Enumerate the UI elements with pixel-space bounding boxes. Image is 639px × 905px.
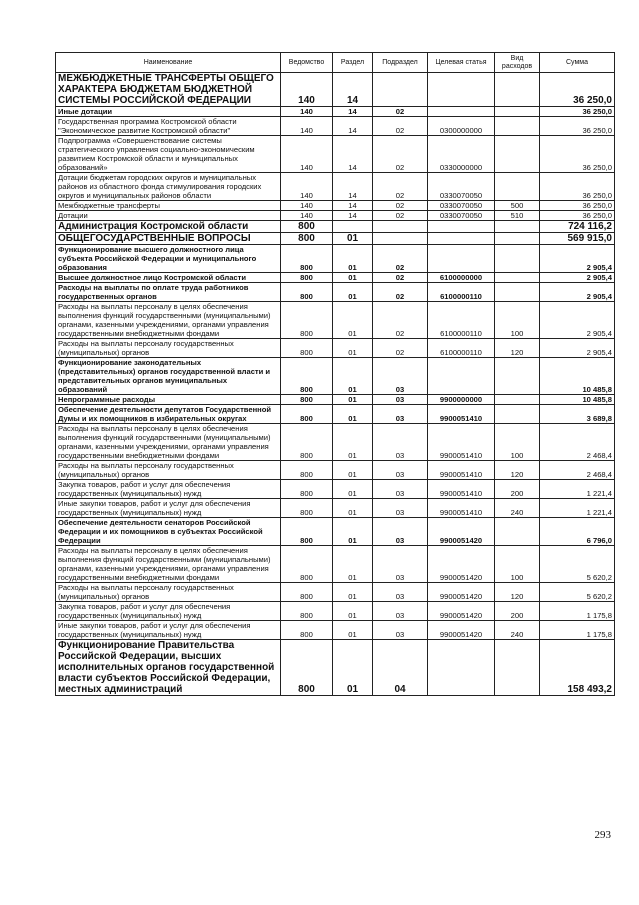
cell-kind: 120 bbox=[495, 461, 540, 480]
cell-dept: 800 bbox=[281, 621, 333, 640]
cell-section: 14 bbox=[333, 107, 373, 117]
cell-target: 9900051410 bbox=[428, 461, 495, 480]
cell-target: 0330000000 bbox=[428, 136, 495, 173]
cell-sum: 2 905,4 bbox=[540, 339, 615, 358]
cell-subsection: 02 bbox=[373, 283, 428, 302]
cell-dept: 140 bbox=[281, 211, 333, 221]
cell-section: 01 bbox=[333, 395, 373, 405]
cell-target: 9900051410 bbox=[428, 424, 495, 461]
cell-section: 14 bbox=[333, 201, 373, 211]
cell-subsection: 03 bbox=[373, 621, 428, 640]
cell-kind bbox=[495, 136, 540, 173]
cell-subsection: 03 bbox=[373, 546, 428, 583]
header-kind: Вид расходов bbox=[495, 53, 540, 73]
cell-dept: 800 bbox=[281, 424, 333, 461]
cell-dept: 140 bbox=[281, 201, 333, 211]
cell-kind bbox=[495, 221, 540, 233]
table-row bbox=[56, 546, 615, 583]
cell-target: 9900051420 bbox=[428, 546, 495, 583]
cell-sum: 36 250,0 bbox=[540, 107, 615, 117]
header-dept: Ведомство bbox=[281, 53, 333, 73]
cell-kind: 240 bbox=[495, 621, 540, 640]
cell-section: 01 bbox=[333, 546, 373, 583]
cell-name: Администрация Костромской области bbox=[56, 221, 281, 233]
table-row bbox=[56, 302, 615, 339]
cell-name: Расходы на выплаты персоналу в целях обеспечения выполнения функций государственными (муниципальными) органами, казенными учреждениями, органами управления государственными внебюджетными фондами bbox=[56, 302, 281, 339]
cell-sum: 5 620,2 bbox=[540, 546, 615, 583]
cell-section: 01 bbox=[333, 518, 373, 546]
cell-section bbox=[333, 221, 373, 233]
cell-kind: 200 bbox=[495, 480, 540, 499]
cell-target: 9900000000 bbox=[428, 395, 495, 405]
cell-sum: 1 175,8 bbox=[540, 602, 615, 621]
cell-dept: 140 bbox=[281, 117, 333, 136]
cell-target: 0330070050 bbox=[428, 201, 495, 211]
cell-dept: 800 bbox=[281, 461, 333, 480]
cell-name: Расходы на выплаты по оплате труда работников государственных органов bbox=[56, 283, 281, 302]
cell-subsection: 04 bbox=[373, 640, 428, 696]
cell-kind bbox=[495, 358, 540, 395]
cell-dept: 800 bbox=[281, 405, 333, 424]
cell-name: Межбюджетные трансферты bbox=[56, 201, 281, 211]
cell-kind bbox=[495, 273, 540, 283]
cell-name: Функционирование Правительства Российской Федерации, высших исполнительных органов государственной власти субъектов Российской Федерации, местных администраций bbox=[56, 640, 281, 696]
cell-section: 01 bbox=[333, 283, 373, 302]
cell-subsection: 02 bbox=[373, 273, 428, 283]
cell-target: 0300000000 bbox=[428, 117, 495, 136]
table-row bbox=[56, 173, 615, 201]
cell-dept: 800 bbox=[281, 640, 333, 696]
cell-kind: 100 bbox=[495, 424, 540, 461]
cell-subsection: 03 bbox=[373, 424, 428, 461]
cell-subsection bbox=[373, 233, 428, 245]
cell-dept: 800 bbox=[281, 602, 333, 621]
cell-section: 14 bbox=[333, 136, 373, 173]
cell-subsection: 03 bbox=[373, 461, 428, 480]
cell-sum: 36 250,0 bbox=[540, 117, 615, 136]
cell-name: Функционирование высшего должностного лица субъекта Российской Федерации и муниципального образования bbox=[56, 245, 281, 273]
cell-name: Дотации bbox=[56, 211, 281, 221]
cell-dept: 140 bbox=[281, 136, 333, 173]
cell-subsection: 02 bbox=[373, 173, 428, 201]
cell-kind bbox=[495, 405, 540, 424]
table-row bbox=[56, 499, 615, 518]
cell-subsection: 03 bbox=[373, 480, 428, 499]
cell-kind bbox=[495, 395, 540, 405]
cell-section: 01 bbox=[333, 424, 373, 461]
cell-name: Иные закупки товаров, работ и услуг для обеспечения государственных (муниципальных) нужд bbox=[56, 499, 281, 518]
table-row bbox=[56, 233, 615, 245]
cell-section: 01 bbox=[333, 621, 373, 640]
table-row bbox=[56, 117, 615, 136]
cell-target: 6100000110 bbox=[428, 339, 495, 358]
cell-name: Дотации бюджетам городских округов и муниципальных районов из областного фонда стимулирования городских округов и муниципальных районов области bbox=[56, 173, 281, 201]
cell-target: 9900051410 bbox=[428, 405, 495, 424]
table-row bbox=[56, 480, 615, 499]
cell-subsection: 03 bbox=[373, 499, 428, 518]
cell-subsection: 03 bbox=[373, 405, 428, 424]
cell-target: 6100000110 bbox=[428, 283, 495, 302]
cell-target bbox=[428, 233, 495, 245]
cell-section: 14 bbox=[333, 73, 373, 107]
cell-section: 01 bbox=[333, 461, 373, 480]
table-row bbox=[56, 211, 615, 221]
cell-name: Закупка товаров, работ и услуг для обеспечения государственных (муниципальных) нужд bbox=[56, 602, 281, 621]
table-row bbox=[56, 245, 615, 273]
cell-section: 01 bbox=[333, 302, 373, 339]
cell-target bbox=[428, 358, 495, 395]
page-number: 293 bbox=[594, 829, 611, 841]
cell-sum: 10 485,8 bbox=[540, 395, 615, 405]
cell-sum: 2 905,4 bbox=[540, 302, 615, 339]
cell-sum: 1 221,4 bbox=[540, 480, 615, 499]
cell-name: Закупка товаров, работ и услуг для обеспечения государственных (муниципальных) нужд bbox=[56, 480, 281, 499]
cell-name: Расходы на выплаты персоналу в целях обеспечения выполнения функций государственными (муниципальными) органами, казенными учреждениями, органами управления государственными внебюджетными фондами bbox=[56, 424, 281, 461]
cell-section: 01 bbox=[333, 480, 373, 499]
table-row bbox=[56, 221, 615, 233]
table-row bbox=[56, 583, 615, 602]
cell-subsection: 03 bbox=[373, 358, 428, 395]
cell-dept: 800 bbox=[281, 518, 333, 546]
cell-kind bbox=[495, 173, 540, 201]
cell-name: Расходы на выплаты персоналу в целях обеспечения выполнения функций государственными (муниципальными) органами, казенными учреждениями, органами управления государственными внебюджетными фондами bbox=[56, 546, 281, 583]
cell-sum: 569 915,0 bbox=[540, 233, 615, 245]
cell-subsection bbox=[373, 73, 428, 107]
cell-dept: 800 bbox=[281, 358, 333, 395]
cell-name: Высшее должностное лицо Костромской области bbox=[56, 273, 281, 283]
cell-sum: 1 175,8 bbox=[540, 621, 615, 640]
table-row bbox=[56, 273, 615, 283]
cell-sum: 36 250,0 bbox=[540, 201, 615, 211]
table-row bbox=[56, 602, 615, 621]
cell-kind: 100 bbox=[495, 546, 540, 583]
cell-name: Государственная программа Костромской области "Экономическое развитие Костромской области" bbox=[56, 117, 281, 136]
cell-dept: 140 bbox=[281, 107, 333, 117]
cell-sum: 5 620,2 bbox=[540, 583, 615, 602]
table-row bbox=[56, 395, 615, 405]
table-row bbox=[56, 136, 615, 173]
cell-target: 9900051420 bbox=[428, 518, 495, 546]
cell-name: Иные дотации bbox=[56, 107, 281, 117]
cell-subsection: 02 bbox=[373, 339, 428, 358]
table-row bbox=[56, 283, 615, 302]
cell-target: 0330070050 bbox=[428, 173, 495, 201]
cell-target: 0330070050 bbox=[428, 211, 495, 221]
table-row bbox=[56, 107, 615, 117]
cell-kind bbox=[495, 245, 540, 273]
header-sum: Сумма bbox=[540, 53, 615, 73]
cell-target: 9900051420 bbox=[428, 621, 495, 640]
cell-name: Расходы на выплаты персоналу государственных (муниципальных) органов bbox=[56, 339, 281, 358]
cell-dept: 800 bbox=[281, 221, 333, 233]
header-name: Наименование bbox=[56, 53, 281, 73]
cell-dept: 800 bbox=[281, 283, 333, 302]
cell-target: 6100000000 bbox=[428, 273, 495, 283]
cell-sum: 6 796,0 bbox=[540, 518, 615, 546]
cell-section: 14 bbox=[333, 117, 373, 136]
cell-sum: 36 250,0 bbox=[540, 73, 615, 107]
table-row bbox=[56, 201, 615, 211]
cell-subsection: 02 bbox=[373, 245, 428, 273]
cell-target: 9900051420 bbox=[428, 583, 495, 602]
cell-target: 6100000110 bbox=[428, 302, 495, 339]
cell-kind bbox=[495, 518, 540, 546]
header-section: Раздел bbox=[333, 53, 373, 73]
cell-dept: 800 bbox=[281, 302, 333, 339]
cell-kind: 120 bbox=[495, 339, 540, 358]
cell-kind bbox=[495, 233, 540, 245]
cell-section: 14 bbox=[333, 211, 373, 221]
cell-subsection: 02 bbox=[373, 117, 428, 136]
cell-kind: 100 bbox=[495, 302, 540, 339]
cell-sum: 2 905,4 bbox=[540, 283, 615, 302]
cell-target: 9900051410 bbox=[428, 480, 495, 499]
cell-kind: 120 bbox=[495, 583, 540, 602]
table-row bbox=[56, 461, 615, 480]
cell-target bbox=[428, 221, 495, 233]
cell-subsection: 02 bbox=[373, 211, 428, 221]
table-body bbox=[56, 73, 615, 696]
cell-section: 01 bbox=[333, 273, 373, 283]
cell-section: 01 bbox=[333, 640, 373, 696]
cell-sum: 2 905,4 bbox=[540, 245, 615, 273]
cell-kind bbox=[495, 640, 540, 696]
cell-name: Подпрограмма «Совершенствование системы стратегического управления социально-экономическим развитием Костромской области и муниципальных образований» bbox=[56, 136, 281, 173]
cell-section: 01 bbox=[333, 405, 373, 424]
budget-table bbox=[55, 52, 615, 696]
header-subsection: Подраздел bbox=[373, 53, 428, 73]
cell-kind: 200 bbox=[495, 602, 540, 621]
cell-kind bbox=[495, 283, 540, 302]
cell-sum: 36 250,0 bbox=[540, 173, 615, 201]
cell-name: Функционирование законодательных (представительных) органов государственной власти и представительных органов муниципальных образований bbox=[56, 358, 281, 395]
cell-sum: 1 221,4 bbox=[540, 499, 615, 518]
cell-subsection: 02 bbox=[373, 302, 428, 339]
table-row bbox=[56, 339, 615, 358]
cell-kind bbox=[495, 117, 540, 136]
cell-dept: 800 bbox=[281, 233, 333, 245]
cell-dept: 140 bbox=[281, 73, 333, 107]
cell-kind: 500 bbox=[495, 201, 540, 211]
cell-dept: 800 bbox=[281, 339, 333, 358]
cell-name: Обеспечение деятельности депутатов Государственной Думы и их помощников в избирательных округах bbox=[56, 405, 281, 424]
table-row bbox=[56, 518, 615, 546]
table-row bbox=[56, 621, 615, 640]
table-row bbox=[56, 424, 615, 461]
cell-target: 9900051420 bbox=[428, 602, 495, 621]
cell-target bbox=[428, 640, 495, 696]
cell-dept: 800 bbox=[281, 583, 333, 602]
cell-sum: 10 485,8 bbox=[540, 358, 615, 395]
cell-name: Иные закупки товаров, работ и услуг для обеспечения государственных (муниципальных) нужд bbox=[56, 621, 281, 640]
table-row bbox=[56, 640, 615, 696]
cell-sum: 36 250,0 bbox=[540, 211, 615, 221]
cell-sum: 3 689,8 bbox=[540, 405, 615, 424]
table-row bbox=[56, 358, 615, 395]
cell-subsection bbox=[373, 221, 428, 233]
table-row bbox=[56, 405, 615, 424]
cell-kind: 510 bbox=[495, 211, 540, 221]
cell-section: 01 bbox=[333, 602, 373, 621]
cell-name: ОБЩЕГОСУДАРСТВЕННЫЕ ВОПРОСЫ bbox=[56, 233, 281, 245]
cell-name: Непрограммные расходы bbox=[56, 395, 281, 405]
cell-sum: 2 468,4 bbox=[540, 461, 615, 480]
cell-kind bbox=[495, 73, 540, 107]
cell-subsection: 03 bbox=[373, 602, 428, 621]
cell-section: 01 bbox=[333, 583, 373, 602]
cell-dept: 800 bbox=[281, 245, 333, 273]
cell-section: 14 bbox=[333, 173, 373, 201]
cell-dept: 800 bbox=[281, 395, 333, 405]
table-row bbox=[56, 73, 615, 107]
cell-sum: 724 116,2 bbox=[540, 221, 615, 233]
cell-kind: 240 bbox=[495, 499, 540, 518]
header-target: Целевая статья bbox=[428, 53, 495, 73]
cell-dept: 140 bbox=[281, 173, 333, 201]
cell-name: Обеспечение деятельности сенаторов Российской Федерации и их помощников в субъектах Российской Федерации bbox=[56, 518, 281, 546]
cell-dept: 800 bbox=[281, 546, 333, 583]
cell-section: 01 bbox=[333, 245, 373, 273]
cell-target bbox=[428, 245, 495, 273]
cell-sum: 2 905,4 bbox=[540, 273, 615, 283]
cell-name: МЕЖБЮДЖЕТНЫЕ ТРАНСФЕРТЫ ОБЩЕГО ХАРАКТЕРА БЮДЖЕТАМ БЮДЖЕТНОЙ СИСТЕМЫ РОССИЙСКОЙ ФЕДЕРАЦИИ bbox=[56, 73, 281, 107]
cell-dept: 800 bbox=[281, 499, 333, 518]
cell-name: Расходы на выплаты персоналу государственных (муниципальных) органов bbox=[56, 461, 281, 480]
cell-sum: 2 468,4 bbox=[540, 424, 615, 461]
cell-target bbox=[428, 73, 495, 107]
cell-subsection: 03 bbox=[373, 518, 428, 546]
cell-subsection: 03 bbox=[373, 395, 428, 405]
cell-subsection: 02 bbox=[373, 201, 428, 211]
cell-sum: 36 250,0 bbox=[540, 136, 615, 173]
cell-name: Расходы на выплаты персоналу государственных (муниципальных) органов bbox=[56, 583, 281, 602]
cell-section: 01 bbox=[333, 233, 373, 245]
cell-target bbox=[428, 107, 495, 117]
cell-subsection: 02 bbox=[373, 107, 428, 117]
cell-section: 01 bbox=[333, 499, 373, 518]
cell-kind bbox=[495, 107, 540, 117]
cell-dept: 800 bbox=[281, 480, 333, 499]
cell-section: 01 bbox=[333, 339, 373, 358]
cell-dept: 800 bbox=[281, 273, 333, 283]
cell-target: 9900051410 bbox=[428, 499, 495, 518]
cell-sum: 158 493,2 bbox=[540, 640, 615, 696]
cell-subsection: 03 bbox=[373, 583, 428, 602]
cell-section: 01 bbox=[333, 358, 373, 395]
table-header-row bbox=[56, 53, 615, 73]
cell-subsection: 02 bbox=[373, 136, 428, 173]
